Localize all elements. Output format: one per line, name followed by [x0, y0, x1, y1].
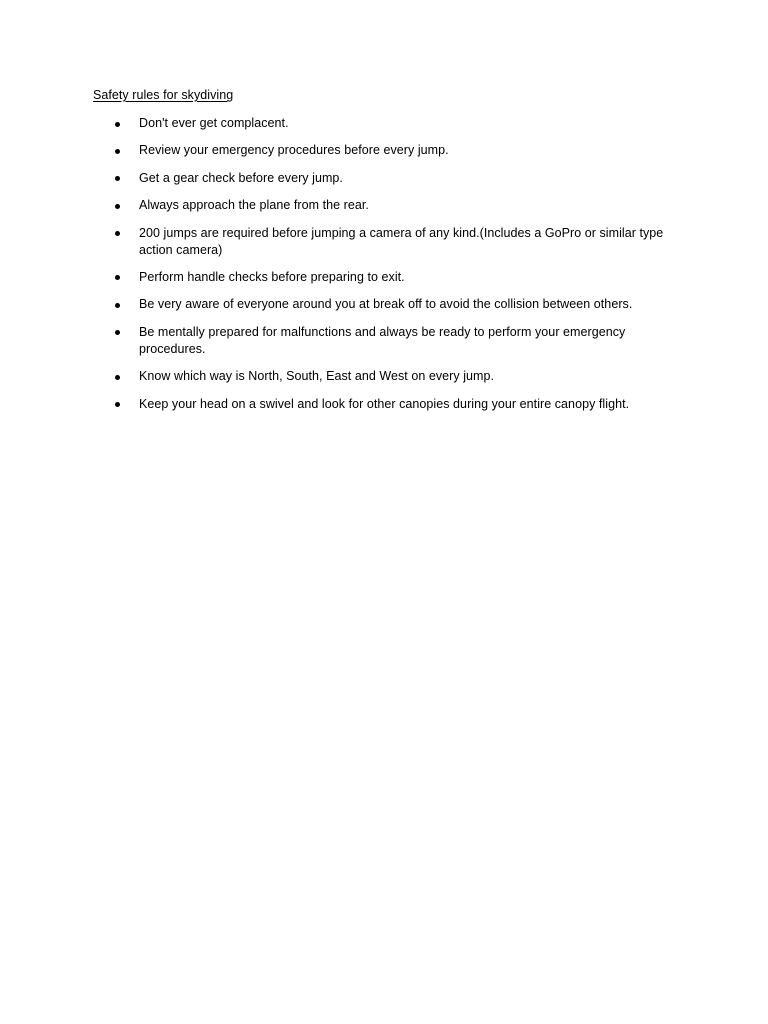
bullet-icon: [115, 176, 120, 181]
list-item: [0, 396, 768, 413]
list-item: [0, 269, 768, 286]
bullet-icon: [115, 122, 120, 127]
rule-text: 200 jumps are required before jumping a camera of any kind.(Includes a GoPro or similar type action camera): [139, 225, 664, 257]
rule-text: Perform handle checks before preparing to exit.: [139, 269, 405, 284]
bullet-icon: [115, 204, 120, 209]
document-title: Safety rules for skydiving: [93, 88, 234, 102]
rule-text: Be mentally prepared for malfunctions and always be ready to perform your emergency procedures.: [139, 324, 626, 356]
list-item: [0, 368, 768, 385]
safety-rules-list: [0, 115, 768, 423]
bullet-icon: [115, 402, 120, 407]
list-item: [0, 296, 768, 313]
list-item: [0, 115, 768, 132]
list-item: [0, 170, 768, 187]
list-item: [0, 142, 768, 159]
rule-text: Keep your head on a swivel and look for other canopies during your entire canopy flight.: [139, 396, 630, 411]
bullet-icon: [115, 149, 120, 154]
rule-text: Always approach the plane from the rear.: [139, 198, 369, 213]
list-item: [0, 225, 768, 259]
bullet-icon: [115, 303, 120, 308]
bullet-icon: [115, 375, 120, 380]
rule-text: Don't ever get complacent.: [139, 116, 289, 130]
bullet-icon: [115, 231, 120, 236]
bullet-icon: [115, 330, 120, 335]
rule-text: Review your emergency procedures before every jump.: [139, 143, 449, 158]
bullet-icon: [115, 275, 120, 280]
list-item: [0, 197, 768, 214]
list-item: [0, 324, 768, 358]
rule-text: Get a gear check before every jump.: [139, 170, 343, 185]
rule-text: Know which way is North, South, East and West on every jump.: [139, 369, 495, 384]
rule-text: Be very aware of everyone around you at break off to avoid the collision between others.: [139, 297, 633, 312]
